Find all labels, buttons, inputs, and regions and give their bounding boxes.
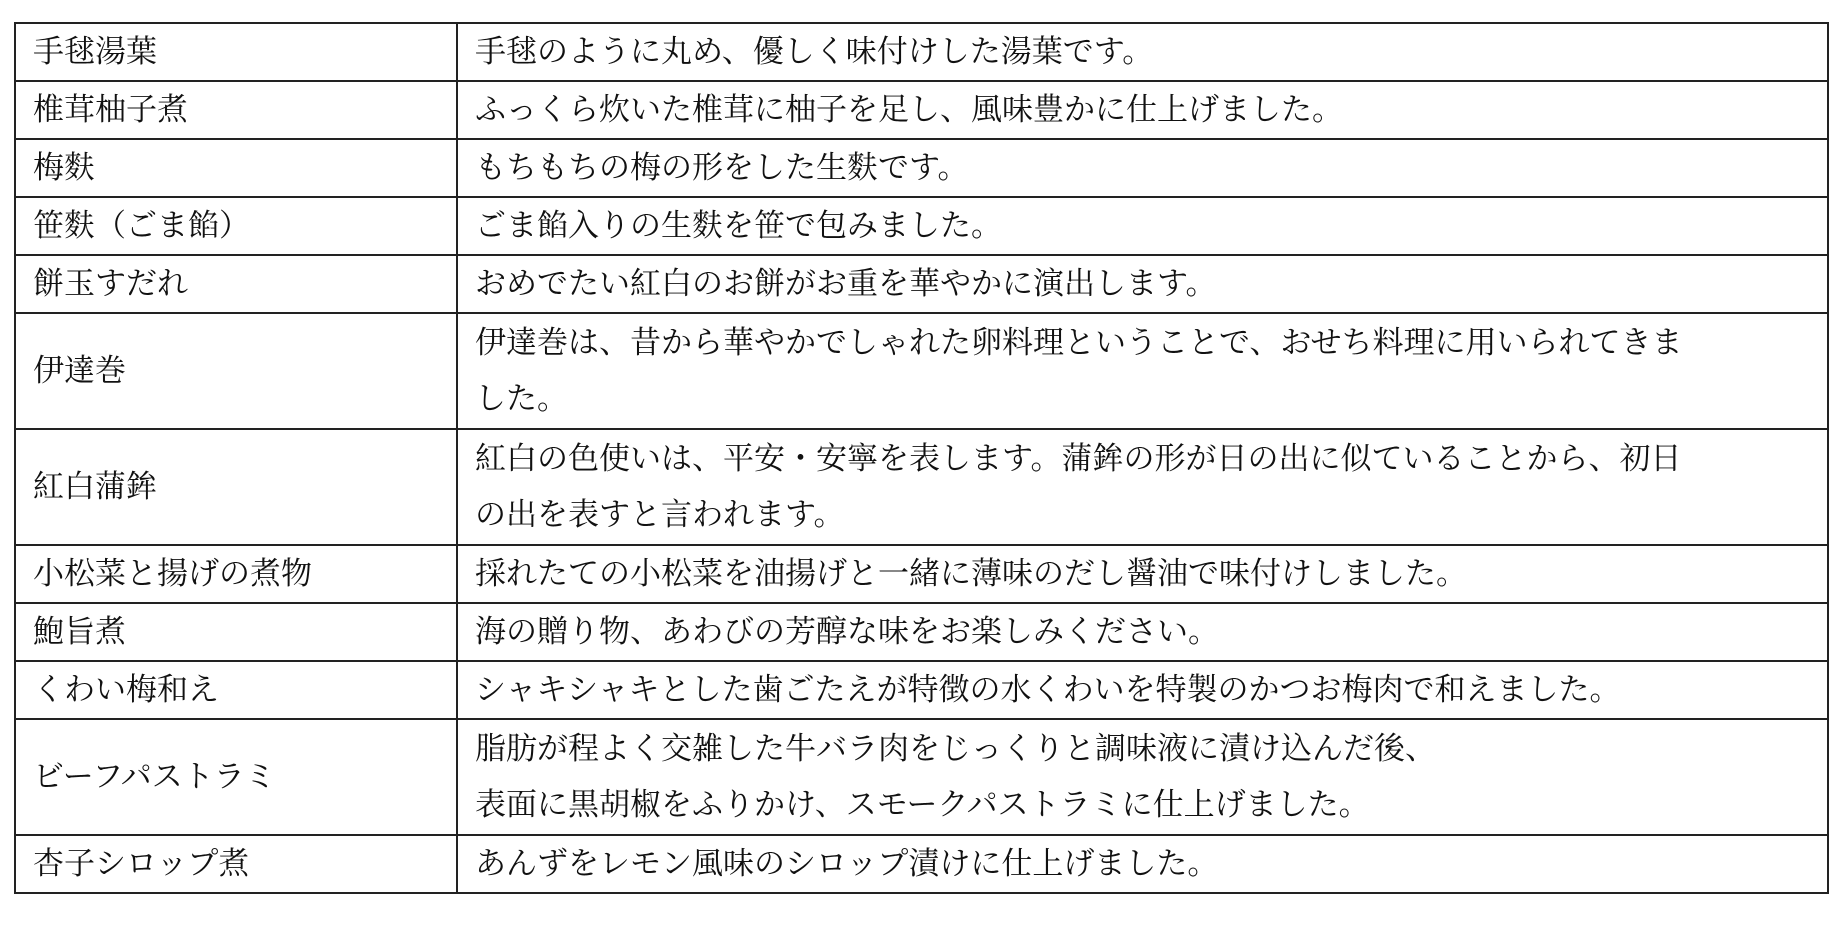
table-row	[15, 835, 1828, 893]
dish-name-cell: 梅麩	[15, 139, 457, 197]
dish-description-line: 手毬のように丸め、優しく味付けした湯葉です。	[475, 34, 1154, 70]
menu-table	[14, 22, 1829, 894]
dish-name-cell: 椎茸柚子煮	[15, 81, 457, 139]
dish-description-line: ふっくら炊いた椎茸に柚子を足し、風味豊かに仕上げました。	[475, 92, 1343, 128]
table-row	[15, 545, 1828, 603]
dish-name-cell: 小松菜と揚げの煮物	[15, 545, 457, 603]
menu-table-body	[15, 23, 1828, 893]
dish-name-cell: ビーフパストラミ	[15, 719, 457, 835]
dish-description-cell	[457, 81, 1828, 139]
dish-description-line: 紅白の色使いは、平安・安寧を表します。蒲鉾の形が日の出に似ていることから、初日	[475, 441, 1682, 477]
dish-name-cell: 鮑旨煮	[15, 603, 457, 661]
table-row	[15, 313, 1828, 429]
dish-description-cell	[457, 197, 1828, 255]
dish-name-cell: 杏子シロップ煮	[15, 835, 457, 893]
dish-description-line: の出を表すと言われます。	[475, 497, 845, 533]
table-row	[15, 661, 1828, 719]
dish-description-cell	[457, 545, 1828, 603]
table-row	[15, 603, 1828, 661]
dish-name-cell: くわい梅和え	[15, 661, 457, 719]
dish-description-line: あんずをレモン風味のシロップ漬けに仕上げました。	[475, 846, 1219, 882]
table-row	[15, 23, 1828, 81]
table-row	[15, 255, 1828, 313]
dish-description-cell	[457, 23, 1828, 81]
dish-description-line: 伊達巻は、昔から華やかでしゃれた卵料理ということで、おせち料理に用いられてきま	[475, 325, 1683, 361]
table-row	[15, 429, 1828, 545]
dish-name-cell: 笹麩（ごま餡）	[15, 197, 457, 255]
dish-description-cell	[457, 139, 1828, 197]
table-row	[15, 139, 1828, 197]
dish-description-line: ごま餡入りの生麩を笹で包みました。	[475, 208, 1002, 244]
dish-description-line: おめでたい紅白のお餅がお重を華やかに演出します。	[475, 266, 1217, 302]
dish-name-cell: 伊達巻	[15, 313, 457, 429]
dish-description-line: 表面に黒胡椒をふりかけ、スモークパストラミに仕上げました。	[475, 787, 1370, 823]
dish-name-cell: 紅白蒲鉾	[15, 429, 457, 545]
table-row	[15, 719, 1828, 835]
dish-description-cell	[457, 255, 1828, 313]
dish-description-line: 海の贈り物、あわびの芳醇な味をお楽しみください。	[475, 614, 1219, 650]
dish-description-line: 採れたての小松菜を油揚げと一緒に薄味のだし醤油で味付けしました。	[475, 556, 1467, 592]
dish-description-cell	[457, 661, 1828, 719]
dish-description-line: シャキシャキとした歯ごたえが特徴の水くわいを特製のかつお梅肉で和えました。	[475, 672, 1621, 708]
dish-description-cell	[457, 719, 1828, 835]
dish-description-cell	[457, 603, 1828, 661]
table-row	[15, 197, 1828, 255]
dish-description-line: した。	[475, 381, 568, 417]
table-row	[15, 81, 1828, 139]
dish-description-line: 脂肪が程よく交雑した牛バラ肉をじっくりと調味液に漬け込んだ後、	[475, 731, 1436, 767]
dish-description-cell	[457, 313, 1828, 429]
dish-description-cell	[457, 835, 1828, 893]
dish-description-line: もちもちの梅の形をした生麩です。	[475, 150, 969, 186]
dish-name-cell: 手毬湯葉	[15, 23, 457, 81]
dish-description-cell	[457, 429, 1828, 545]
dish-name-cell: 餅玉すだれ	[15, 255, 457, 313]
